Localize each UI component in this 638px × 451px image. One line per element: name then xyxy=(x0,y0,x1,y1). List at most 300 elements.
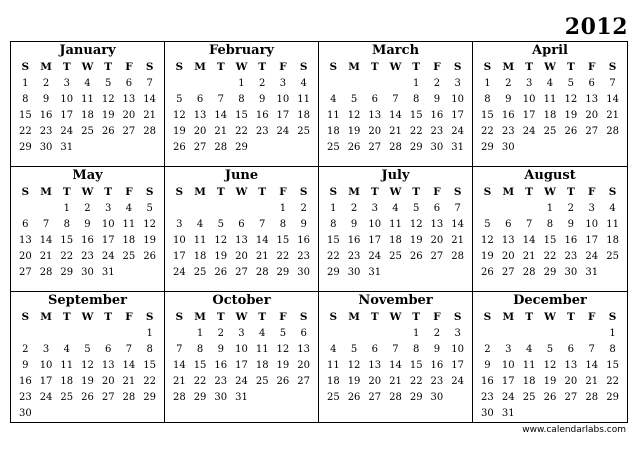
day-cell: 27 xyxy=(18,267,32,278)
day-cell: 20 xyxy=(235,251,248,262)
day-cell: 2 xyxy=(22,344,29,355)
day-cell: 6 xyxy=(505,219,512,230)
day-cell: 17 xyxy=(501,376,515,387)
day-cell: 18 xyxy=(543,110,557,121)
day-cell: 13 xyxy=(297,344,310,355)
day-cell: 19 xyxy=(564,110,578,121)
day-cell: 13 xyxy=(193,110,207,121)
day-cell: 16 xyxy=(430,360,444,371)
day-cell: 8 xyxy=(63,219,70,230)
day-cell: 6 xyxy=(105,344,112,355)
day-cell: 15 xyxy=(326,235,340,246)
day-cell: 7 xyxy=(146,78,153,89)
weekday-header: T xyxy=(412,186,421,198)
day-cell: 16 xyxy=(501,110,515,121)
day-cell: 2 xyxy=(433,328,441,339)
weekday-header: T xyxy=(62,186,71,198)
empty-day xyxy=(190,201,211,217)
day-cell: 6 xyxy=(22,219,29,230)
weekday-header: S xyxy=(453,186,462,198)
weekday-header: F xyxy=(125,186,133,198)
day-cell: 22 xyxy=(18,126,32,137)
day-cell: 15 xyxy=(543,235,557,246)
month-june xyxy=(165,167,319,292)
weekday-header: S xyxy=(453,311,462,323)
weekday-header: S xyxy=(453,61,462,73)
day-cell: 25 xyxy=(326,392,340,403)
day-cell: 28 xyxy=(522,267,536,278)
day-cell: 2 xyxy=(484,344,491,355)
day-cell: 4 xyxy=(609,203,616,214)
day-cell: 15 xyxy=(143,360,156,371)
weekday-header: S xyxy=(299,186,308,198)
weekday-header: T xyxy=(104,186,113,198)
day-cell: 11 xyxy=(81,94,94,105)
day-cell: 15 xyxy=(606,360,619,371)
weekday-header: T xyxy=(62,61,71,73)
day-cell: 5 xyxy=(217,219,224,230)
month-november xyxy=(319,292,473,422)
weekday-header: S xyxy=(608,186,617,198)
day-cell: 21 xyxy=(122,376,136,387)
day-cell: 21 xyxy=(255,251,269,262)
day-cell: 11 xyxy=(60,360,74,371)
weekday-header: W xyxy=(389,186,402,198)
day-cell: 16 xyxy=(214,360,228,371)
weekday-header: T xyxy=(258,186,267,198)
empty-day xyxy=(498,326,519,342)
empty-day xyxy=(210,201,231,217)
month-december xyxy=(473,292,627,422)
day-cell: 22 xyxy=(235,126,248,137)
day-cell: 17 xyxy=(585,235,599,246)
day-cell: 3 xyxy=(279,78,287,89)
month-name: April xyxy=(532,43,568,58)
day-cell: 13 xyxy=(564,360,578,371)
empty-day xyxy=(98,326,119,342)
weekday-header: W xyxy=(544,186,556,198)
day-cell: 16 xyxy=(430,110,444,121)
day-cell: 20 xyxy=(297,360,310,371)
day-cell: 25 xyxy=(326,142,340,153)
day-cell: 26 xyxy=(81,392,94,403)
day-cell: 19 xyxy=(172,126,186,137)
day-cell: 22 xyxy=(543,251,557,262)
day-cell: 20 xyxy=(564,376,578,387)
day-cell: 20 xyxy=(122,110,136,121)
weekday-header: W xyxy=(235,186,248,198)
day-cell: 14 xyxy=(522,235,536,246)
day-cell: 4 xyxy=(392,203,399,214)
day-cell: 12 xyxy=(172,110,186,121)
day-cell: 22 xyxy=(193,376,207,387)
day-cell: 2 xyxy=(567,203,575,214)
weekday-header: S xyxy=(483,311,492,323)
day-cell: 1 xyxy=(546,203,554,214)
day-cell: 19 xyxy=(214,251,228,262)
day-cell: 17 xyxy=(451,360,464,371)
day-cell: 11 xyxy=(606,219,619,230)
empty-day xyxy=(540,326,561,342)
weekday-header: F xyxy=(587,61,596,73)
weekday-header: M xyxy=(502,61,515,73)
day-cell: 21 xyxy=(143,110,156,121)
day-cell: 1 xyxy=(63,203,70,214)
day-cell: 14 xyxy=(585,360,599,371)
day-cell: 11 xyxy=(326,360,340,371)
day-cell: 10 xyxy=(585,219,599,230)
weekday-header: T xyxy=(104,311,113,323)
day-cell: 9 xyxy=(22,360,29,371)
weekday-header: T xyxy=(258,61,267,73)
day-cell: 30 xyxy=(81,267,94,278)
day-cell: 15 xyxy=(235,110,248,121)
weekday-header: W xyxy=(81,186,94,198)
day-cell: 6 xyxy=(588,78,595,89)
day-cell: 19 xyxy=(101,110,115,121)
day-cell: 25 xyxy=(193,267,207,278)
day-cell: 24 xyxy=(501,392,515,403)
day-grid xyxy=(477,184,623,281)
day-cell: 29 xyxy=(235,142,248,153)
day-cell: 11 xyxy=(522,360,536,371)
day-cell: 1 xyxy=(22,78,29,89)
day-cell: 5 xyxy=(350,94,358,105)
day-cell: 16 xyxy=(297,235,310,246)
day-cell: 19 xyxy=(81,376,94,387)
day-cell: 23 xyxy=(481,392,494,403)
day-cell: 14 xyxy=(214,110,228,121)
day-cell: 22 xyxy=(481,126,494,137)
weekday-header: W xyxy=(389,311,402,323)
day-cell: 12 xyxy=(143,219,156,230)
weekday-header: M xyxy=(194,61,206,73)
day-cell: 14 xyxy=(389,110,402,121)
month-may xyxy=(11,167,165,292)
day-grid xyxy=(169,309,314,406)
day-cell: 11 xyxy=(255,344,269,355)
month-july xyxy=(319,167,473,292)
day-cell: 25 xyxy=(543,126,557,137)
day-cell: 28 xyxy=(606,126,619,137)
weekday-header: T xyxy=(412,61,421,73)
empty-day xyxy=(77,326,98,342)
day-cell: 15 xyxy=(481,110,494,121)
day-cell: 14 xyxy=(451,219,464,230)
day-cell: 12 xyxy=(409,219,423,230)
month-name: March xyxy=(371,43,420,58)
day-cell: 26 xyxy=(543,392,557,403)
day-cell: 22 xyxy=(60,251,74,262)
empty-day xyxy=(36,201,57,217)
day-cell: 28 xyxy=(214,142,228,153)
day-cell: 14 xyxy=(606,94,619,105)
empty-day xyxy=(190,76,211,92)
day-cell: 30 xyxy=(347,267,361,278)
day-cell: 10 xyxy=(39,360,53,371)
day-cell: 31 xyxy=(585,267,599,278)
weekday-header: T xyxy=(62,311,71,323)
footer-link[interactable]: www.calendarlabs.com xyxy=(522,425,626,435)
day-cell: 14 xyxy=(172,360,186,371)
weekday-header: W xyxy=(81,61,94,73)
empty-day xyxy=(252,201,273,217)
day-cell: 9 xyxy=(300,219,307,230)
weekday-header: T xyxy=(566,186,575,198)
day-cell: 19 xyxy=(347,126,361,137)
day-cell: 17 xyxy=(101,235,115,246)
month-september xyxy=(11,292,165,422)
weekday-header: S xyxy=(21,311,30,323)
day-cell: 28 xyxy=(143,126,156,137)
day-cell: 23 xyxy=(501,126,515,137)
weekday-header: T xyxy=(525,186,534,198)
day-cell: 3 xyxy=(63,78,70,89)
day-cell: 20 xyxy=(368,126,382,137)
day-cell: 16 xyxy=(481,376,494,387)
day-cell: 4 xyxy=(259,328,266,339)
day-cell: 6 xyxy=(300,328,307,339)
day-cell: 19 xyxy=(543,376,557,387)
day-cell: 20 xyxy=(501,251,515,262)
weekday-header: M xyxy=(40,311,52,323)
empty-day xyxy=(498,201,519,217)
day-cell: 24 xyxy=(39,392,53,403)
day-cell: 24 xyxy=(235,376,248,387)
day-cell: 26 xyxy=(564,126,578,137)
weekday-header: S xyxy=(175,186,184,198)
day-cell: 25 xyxy=(122,251,136,262)
weekday-header: S xyxy=(329,186,338,198)
day-cell: 22 xyxy=(409,126,423,137)
day-cell: 29 xyxy=(143,392,156,403)
day-cell: 7 xyxy=(454,203,461,214)
day-cell: 24 xyxy=(585,251,599,262)
day-cell: 28 xyxy=(122,392,136,403)
day-cell: 5 xyxy=(84,344,91,355)
month-name: November xyxy=(358,293,433,308)
day-cell: 21 xyxy=(522,251,536,262)
day-cell: 18 xyxy=(326,126,340,137)
day-cell: 21 xyxy=(172,376,186,387)
day-grid xyxy=(15,184,160,281)
day-cell: 17 xyxy=(39,376,53,387)
weekday-header: F xyxy=(587,311,596,323)
day-cell: 6 xyxy=(125,78,133,89)
day-cell: 4 xyxy=(300,78,307,89)
day-cell: 4 xyxy=(125,203,133,214)
weekday-header: S xyxy=(483,186,492,198)
day-cell: 3 xyxy=(371,203,378,214)
day-cell: 27 xyxy=(585,126,599,137)
day-cell: 30 xyxy=(501,142,515,153)
weekday-header: S xyxy=(299,61,308,73)
calendar-grid xyxy=(10,41,628,423)
day-cell: 15 xyxy=(60,235,74,246)
weekday-header: T xyxy=(525,311,534,323)
weekday-header: T xyxy=(370,186,379,198)
empty-day xyxy=(519,326,540,342)
weekday-header: S xyxy=(145,186,154,198)
month-march xyxy=(319,42,473,167)
day-cell: 28 xyxy=(389,142,402,153)
month-name: October xyxy=(212,293,271,308)
day-cell: 12 xyxy=(564,94,578,105)
day-cell: 23 xyxy=(39,126,53,137)
day-cell: 31 xyxy=(501,408,515,419)
day-cell: 19 xyxy=(276,360,290,371)
day-cell: 6 xyxy=(371,344,378,355)
day-cell: 27 xyxy=(297,376,310,387)
day-cell: 15 xyxy=(276,235,290,246)
day-cell: 9 xyxy=(259,94,266,105)
day-cell: 29 xyxy=(409,392,423,403)
day-cell: 10 xyxy=(522,94,536,105)
day-cell: 17 xyxy=(276,110,290,121)
day-grid xyxy=(323,184,468,281)
weekday-header: W xyxy=(544,61,556,73)
day-cell: 26 xyxy=(214,267,228,278)
day-cell: 21 xyxy=(451,235,464,246)
empty-day xyxy=(519,201,540,217)
empty-day xyxy=(119,326,140,342)
weekday-header: M xyxy=(40,186,52,198)
day-cell: 29 xyxy=(60,267,74,278)
day-cell: 9 xyxy=(567,219,575,230)
day-cell: 29 xyxy=(276,267,290,278)
day-grid xyxy=(169,184,314,281)
day-cell: 18 xyxy=(81,110,94,121)
empty-day xyxy=(323,76,344,92)
day-cell: 25 xyxy=(297,126,310,137)
day-cell: 1 xyxy=(330,203,337,214)
day-cell: 15 xyxy=(193,360,207,371)
weekday-header: S xyxy=(21,61,30,73)
day-cell: 20 xyxy=(18,251,32,262)
day-cell: 10 xyxy=(235,344,248,355)
month-august xyxy=(473,167,627,292)
weekday-header: T xyxy=(216,61,225,73)
day-cell: 5 xyxy=(146,203,153,214)
day-cell: 25 xyxy=(81,126,94,137)
day-cell: 29 xyxy=(326,267,340,278)
day-cell: 26 xyxy=(276,376,290,387)
day-cell: 4 xyxy=(63,344,70,355)
day-cell: 23 xyxy=(297,251,310,262)
day-cell: 3 xyxy=(454,328,461,339)
day-cell: 1 xyxy=(484,78,491,89)
month-name: July xyxy=(381,168,410,183)
day-cell: 13 xyxy=(368,110,382,121)
day-cell: 6 xyxy=(238,219,245,230)
day-cell: 26 xyxy=(409,251,423,262)
day-cell: 21 xyxy=(214,126,228,137)
day-cell: 14 xyxy=(122,360,136,371)
day-cell: 14 xyxy=(143,94,156,105)
month-name: February xyxy=(208,43,274,58)
day-cell: 5 xyxy=(350,344,358,355)
empty-day xyxy=(323,326,344,342)
day-cell: 20 xyxy=(193,126,207,137)
day-cell: 18 xyxy=(326,376,340,387)
day-cell: 17 xyxy=(172,251,186,262)
day-cell: 11 xyxy=(193,235,207,246)
day-cell: 5 xyxy=(176,94,183,105)
day-cell: 1 xyxy=(279,203,287,214)
day-cell: 12 xyxy=(276,344,290,355)
day-cell: 25 xyxy=(255,376,269,387)
day-grid xyxy=(477,59,623,156)
day-grid xyxy=(169,59,314,156)
weekday-header: T xyxy=(412,311,421,323)
weekday-header: F xyxy=(125,311,133,323)
weekday-header: W xyxy=(389,61,402,73)
empty-day xyxy=(15,326,36,342)
day-cell: 23 xyxy=(81,251,94,262)
weekday-header: S xyxy=(483,61,492,73)
month-january xyxy=(11,42,165,167)
weekday-header: T xyxy=(216,186,225,198)
day-cell: 9 xyxy=(217,344,224,355)
day-cell: 31 xyxy=(235,392,248,403)
weekday-header: S xyxy=(145,61,154,73)
day-cell: 17 xyxy=(235,360,248,371)
day-cell: 26 xyxy=(143,251,156,262)
day-cell: 3 xyxy=(176,219,183,230)
month-april xyxy=(473,42,627,167)
day-cell: 27 xyxy=(193,142,207,153)
day-cell: 13 xyxy=(101,360,115,371)
day-cell: 8 xyxy=(238,94,245,105)
day-cell: 1 xyxy=(609,328,616,339)
day-cell: 2 xyxy=(433,78,441,89)
day-cell: 4 xyxy=(84,78,91,89)
day-cell: 7 xyxy=(217,94,224,105)
day-cell: 30 xyxy=(39,142,53,153)
day-cell: 10 xyxy=(172,235,186,246)
day-cell: 12 xyxy=(543,360,557,371)
day-cell: 15 xyxy=(18,110,32,121)
day-cell: 16 xyxy=(347,235,361,246)
day-cell: 24 xyxy=(276,126,290,137)
day-cell: 24 xyxy=(172,267,186,278)
day-grid xyxy=(477,309,623,422)
day-cell: 8 xyxy=(22,94,29,105)
day-cell: 13 xyxy=(501,235,515,246)
day-cell: 27 xyxy=(122,126,136,137)
day-cell: 30 xyxy=(430,392,444,403)
day-cell: 6 xyxy=(567,344,575,355)
day-cell: 31 xyxy=(368,267,382,278)
day-cell: 21 xyxy=(389,126,402,137)
day-cell: 12 xyxy=(214,235,228,246)
day-cell: 24 xyxy=(451,376,464,387)
weekday-header: S xyxy=(175,61,184,73)
day-cell: 5 xyxy=(484,219,491,230)
day-cell: 26 xyxy=(481,267,494,278)
day-cell: 22 xyxy=(606,376,619,387)
month-name: June xyxy=(224,168,259,183)
day-cell: 23 xyxy=(564,251,578,262)
day-cell: 30 xyxy=(297,267,310,278)
day-cell: 25 xyxy=(60,392,74,403)
empty-day xyxy=(560,326,581,342)
day-cell: 29 xyxy=(543,267,557,278)
day-cell: 5 xyxy=(105,78,112,89)
weekday-header: S xyxy=(21,186,30,198)
day-cell: 29 xyxy=(481,142,494,153)
day-cell: 27 xyxy=(368,142,382,153)
